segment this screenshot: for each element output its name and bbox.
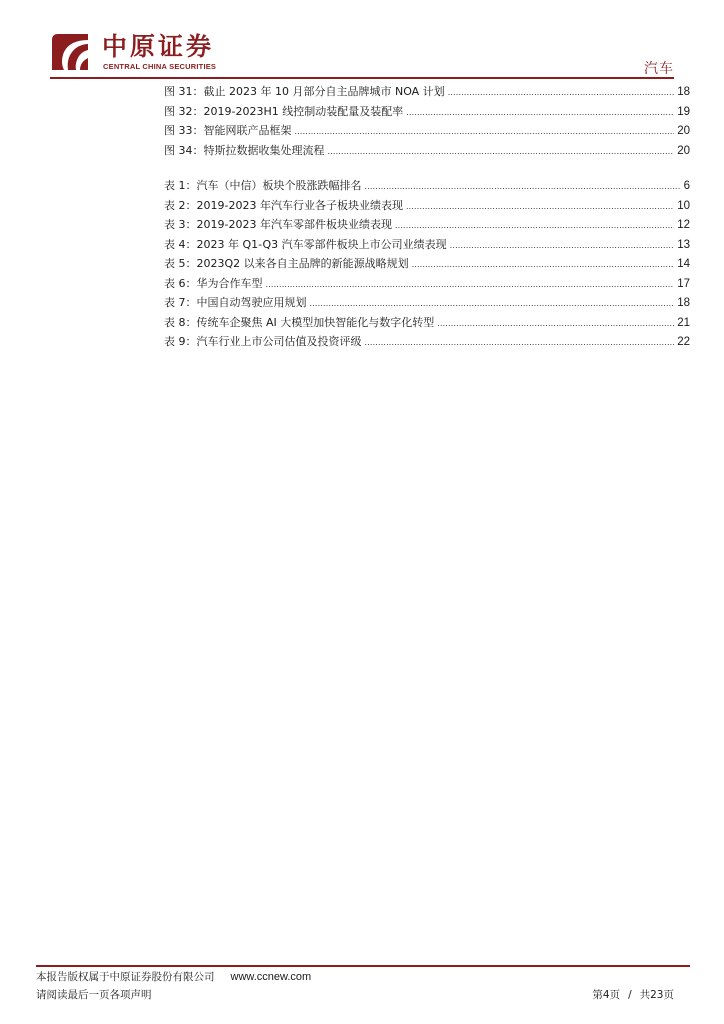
toc-entry-page: 19 <box>677 105 690 118</box>
table-index-entry[interactable] <box>164 294 690 314</box>
toc-entry-label: 图 33：智能网联产品框架 <box>164 124 292 137</box>
section-title: 汽车 <box>644 61 674 77</box>
toc-entry-label: 表 1：汽车（中信）板块个股涨跌幅排名 <box>164 179 362 192</box>
table-index-entry[interactable] <box>164 236 690 256</box>
toc-entry-label: 表 7：中国自动驾驶应用规划 <box>164 296 307 309</box>
page-header <box>0 0 724 80</box>
toc-entry-page: 10 <box>677 199 690 212</box>
figure-index-entry[interactable] <box>164 103 690 123</box>
dot-leader <box>395 220 674 230</box>
toc-entry-page: 14 <box>677 258 690 270</box>
figure-index-entry[interactable] <box>164 142 690 162</box>
toc-entry-page: 17 <box>677 277 690 290</box>
dot-leader <box>328 146 675 156</box>
website-link[interactable]: www.ccnew.com <box>230 971 312 983</box>
toc-entry-page: 20 <box>677 144 690 157</box>
dot-leader <box>406 107 674 117</box>
dot-leader <box>437 318 674 328</box>
toc-entry-label: 表 2：2019-2023 年汽车行业各子板块业绩表现 <box>164 198 403 212</box>
toc-entry-label: 图 34：特斯拉数据收集处理流程 <box>164 143 325 157</box>
dot-leader <box>412 259 675 269</box>
toc-entry-label: 表 3：2019-2023 年汽车零部件板块业绩表现 <box>164 218 392 231</box>
table-index-entry[interactable] <box>164 275 690 295</box>
toc-entry-page: 6 <box>683 180 690 192</box>
toc-entry-label: 表 8：传统车企聚焦 AI 大模型加快智能化与数字化转型 <box>164 315 435 329</box>
figure-index <box>164 83 690 161</box>
toc-entry-label: 图 31：截止 2023 年 10 月部分自主品牌城市 NOA 计划 <box>164 85 445 98</box>
toc-entry-label: 图 32：2019-2023H1 线控制动装配量及装配率 <box>164 104 404 118</box>
toc-entry-page: 21 <box>677 316 690 329</box>
dot-leader <box>406 201 674 211</box>
company-logo-icon <box>50 32 90 72</box>
toc-entry-page: 18 <box>677 297 690 309</box>
toc-entry-page: 12 <box>677 219 690 231</box>
toc-entry-label: 表 5：2023Q2 以来各自主品牌的新能源战略规划 <box>164 257 409 270</box>
brand-name-en: CENTRAL CHINA SECURITIES <box>103 62 217 71</box>
dot-leader <box>365 337 675 347</box>
toc-entry-label: 表 6：华为合作车型 <box>164 276 263 290</box>
table-index-entry[interactable] <box>164 314 690 334</box>
dot-leader <box>266 279 675 289</box>
disclaimer-note: 请阅读最后一页各项声明 <box>36 989 152 1001</box>
toc-entry-page: 18 <box>677 86 690 98</box>
table-index-entry[interactable] <box>164 197 690 217</box>
table-index-entry[interactable] <box>164 177 690 197</box>
table-index-entry[interactable] <box>164 216 690 236</box>
footer-copyright-line <box>36 969 311 984</box>
toc-entry-page: 22 <box>677 336 690 348</box>
brand-name-cn: 中原证券 <box>102 32 215 61</box>
page-number <box>592 987 674 1002</box>
toc-entry-label: 表 9：汽车行业上市公司估值及投资评级 <box>164 335 362 348</box>
dot-leader <box>448 87 675 97</box>
figure-index-entry[interactable] <box>164 122 690 142</box>
copyright-text: 本报告版权属于中原证券股份有限公司 <box>36 971 215 983</box>
current-page: 第4页 <box>592 989 621 1001</box>
dot-leader <box>450 240 675 250</box>
toc-entry-page: 20 <box>677 125 690 137</box>
page-separator: / <box>628 989 632 1001</box>
toc-entry-label: 表 4：2023 年 Q1-Q3 汽车零部件板块上市公司业绩表现 <box>164 237 447 251</box>
table-index <box>164 177 690 353</box>
dot-leader <box>310 298 675 308</box>
table-index-entry[interactable] <box>164 255 690 275</box>
toc-entry-page: 13 <box>677 238 690 251</box>
footer-divider <box>36 965 690 967</box>
total-pages: 共23页 <box>639 989 674 1001</box>
figure-index-entry[interactable] <box>164 83 690 103</box>
dot-leader <box>365 181 681 191</box>
table-index-entry[interactable] <box>164 333 690 353</box>
dot-leader <box>295 126 675 136</box>
header-divider <box>50 77 674 79</box>
